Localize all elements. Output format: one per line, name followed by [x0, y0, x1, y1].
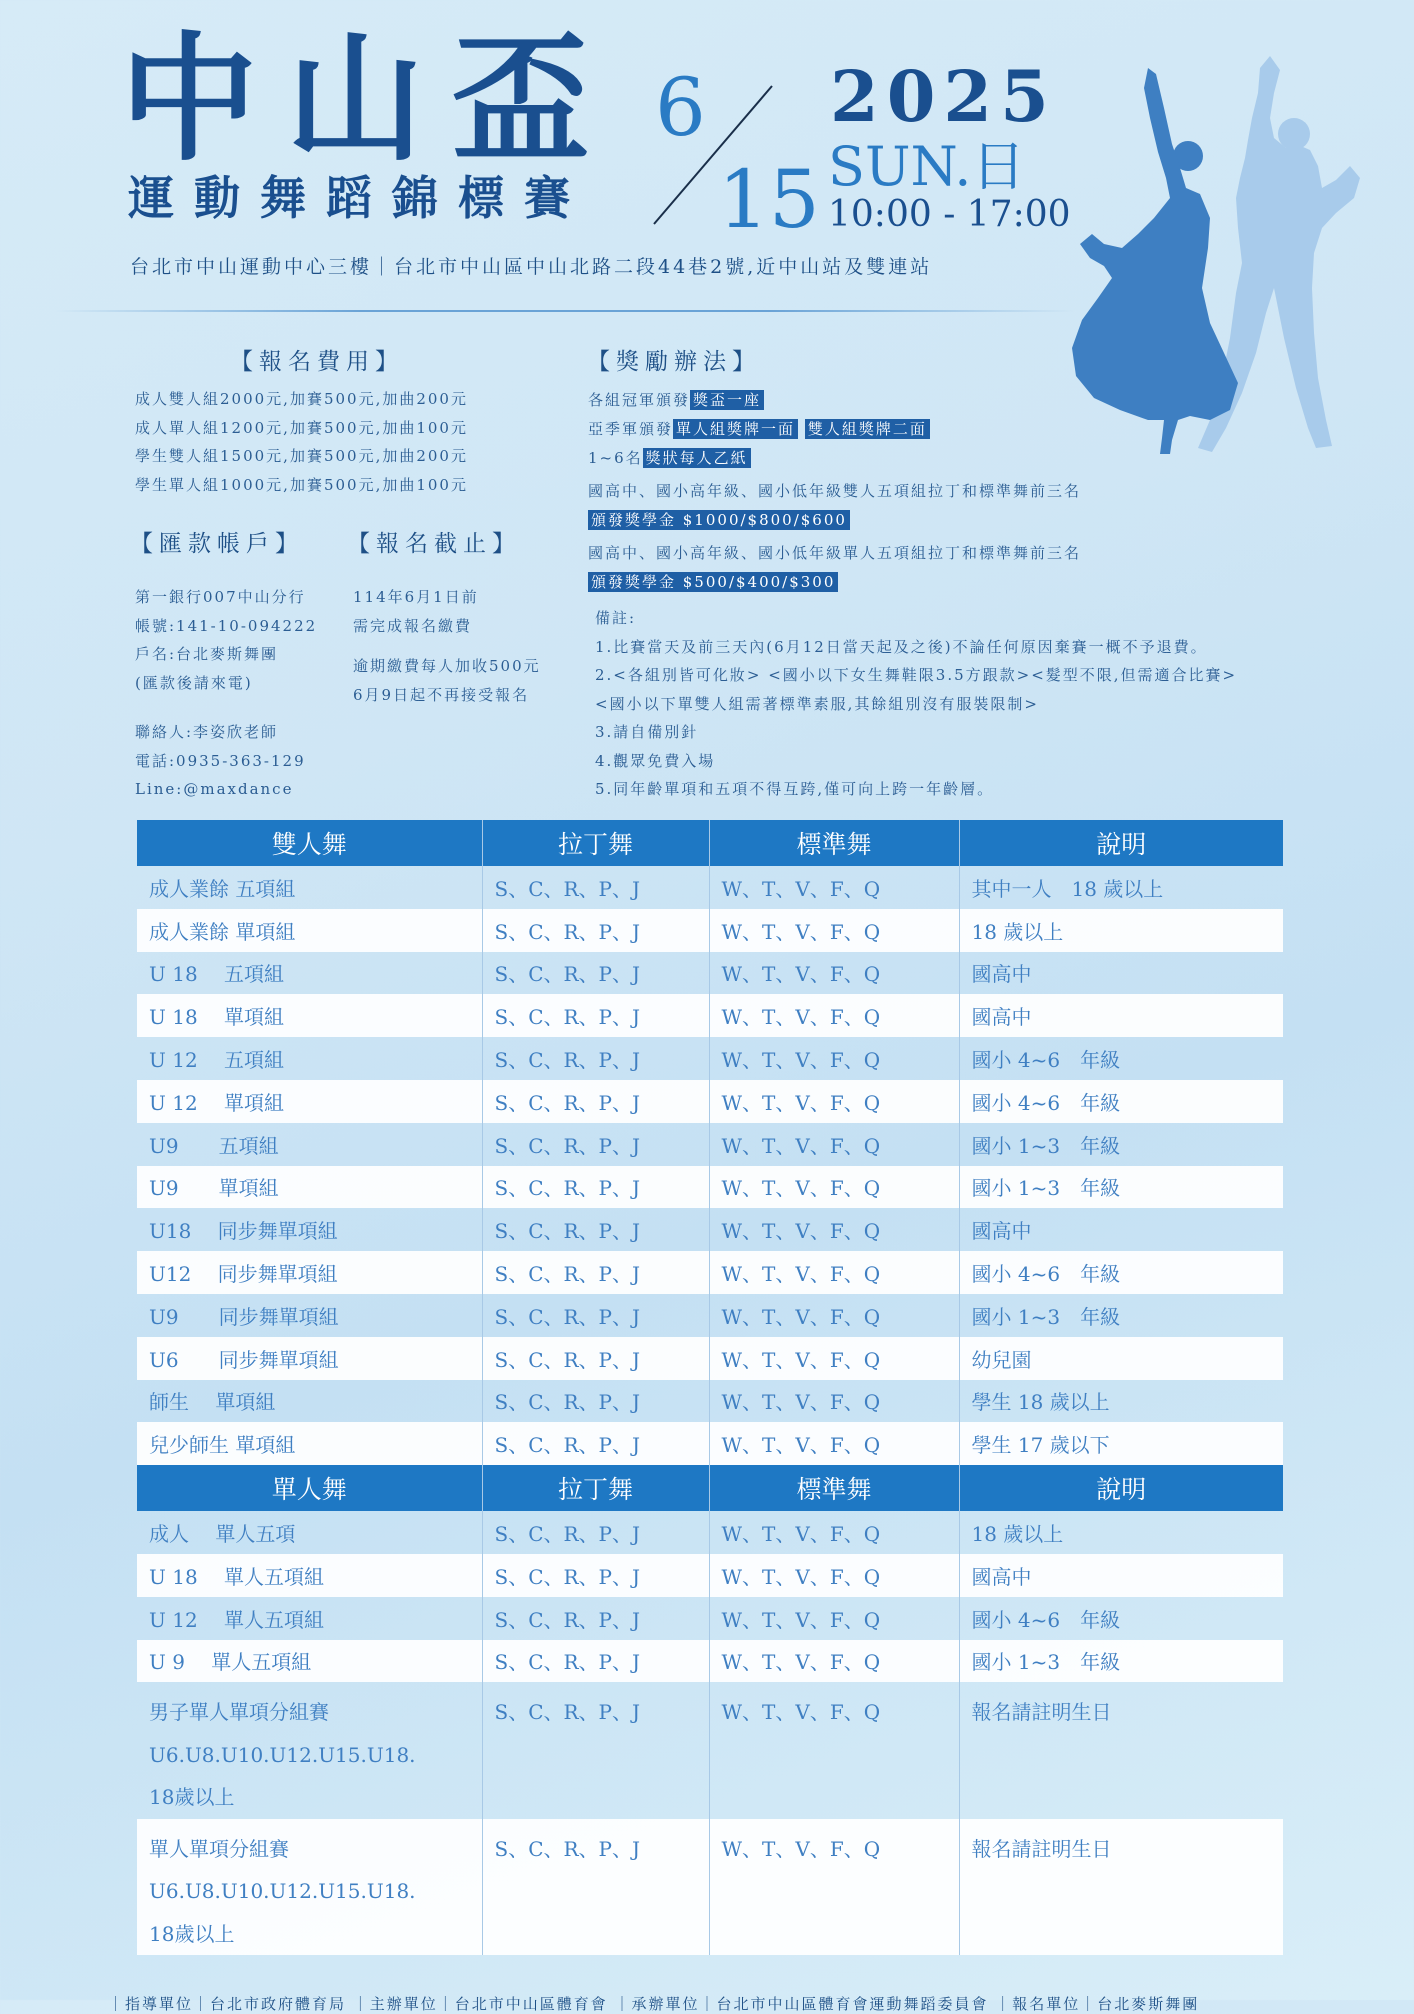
table-header-cell: 標準舞	[709, 820, 959, 866]
deadline-line: 114年6月1日前	[353, 588, 479, 606]
table-row	[137, 1166, 1283, 1209]
deadline-line: 逾期繳費每人加收500元	[353, 657, 541, 675]
table-row	[137, 1123, 1283, 1166]
table-cell: W、T、V、F、Q	[709, 1166, 959, 1209]
table-cell: 成人 單人五項	[149, 1522, 296, 1547]
table-cell: W、T、V、F、Q	[709, 952, 959, 995]
contact-person: 聯絡人:李姿欣老師	[135, 723, 279, 741]
table-cell: S、C、R、P、J	[482, 1251, 709, 1294]
table-cell: 18 歲以上	[959, 1511, 1283, 1554]
table-cell: 國小 4~6 年級	[959, 1251, 1283, 1294]
event-subtitle: 運動舞蹈錦標賽	[128, 171, 590, 225]
table-cell: W、T、V、F、Q	[709, 1123, 959, 1166]
table-cell: S、C、R、P、J	[482, 1294, 709, 1337]
table-cell: U 18 單項組	[137, 994, 482, 1037]
table-cell: W、T、V、F、Q	[709, 1511, 959, 1554]
table-header-cell: 單人舞	[137, 1465, 482, 1511]
table-cell: U9 單項組	[137, 1166, 482, 1209]
fee-line: 成人雙人組2000元,加賽500元,加曲200元	[135, 390, 468, 408]
note-line: 1.比賽當天及前三天內(6月12日當天起及之後)不論任何原因棄賽一概不予退費。	[595, 637, 1208, 656]
table-cell: W、T、V、F、Q	[709, 909, 959, 952]
event-time: 10:00 - 17:00	[828, 194, 1071, 235]
table-cell: 師生 單項組	[149, 1390, 276, 1415]
table-cell: W、T、V、F、Q	[709, 1640, 959, 1683]
award-line: 國高中、國小高年級、國小低年級雙人五項組拉丁和標準舞前三名	[588, 482, 1082, 500]
table-header-cell: 標準舞	[709, 1465, 959, 1511]
table-cell: W、T、V、F、Q	[709, 1819, 959, 1956]
table-cell: W、T、V、F、Q	[709, 994, 959, 1037]
date-day: 15	[718, 153, 820, 246]
table-row	[137, 994, 1283, 1037]
table-cell: S、C、R、P、J	[482, 1819, 709, 1956]
table-header-cell: 拉丁舞	[482, 820, 709, 866]
table-cell: W、T、V、F、Q	[709, 1682, 959, 1819]
award-line	[588, 568, 1081, 597]
table-cell: 學生 18 歲以上	[959, 1380, 1283, 1423]
table-header-cell: 拉丁舞	[482, 1465, 709, 1511]
table-cell: S、C、R、P、J	[482, 952, 709, 995]
award-line	[588, 386, 1081, 415]
category-line: 18歲以上	[149, 1921, 235, 1946]
table-cell: S、C、R、P、J	[482, 866, 709, 909]
table-cell: S、C、R、P、J	[482, 909, 709, 952]
note-line: 4.觀眾免費入場	[595, 751, 716, 770]
contact-info	[135, 718, 306, 804]
date-weekday: SUN.日	[828, 135, 1026, 198]
table-cell: U 12 單人五項組	[149, 1607, 325, 1632]
account-title: 【匯款帳戶】	[130, 531, 304, 557]
notes-title: 備註:	[595, 609, 637, 627]
table-cell: 報名請註明生日	[959, 1682, 1283, 1819]
table-cell: U 18 單人五項組	[137, 1554, 482, 1597]
table-cell: S、C、R、P、J	[482, 1554, 709, 1597]
fees-list	[135, 385, 468, 499]
award-text: 亞季軍頒發	[588, 420, 674, 438]
table-cell: W、T、V、F、Q	[709, 1422, 959, 1465]
fees-title: 【報名費用】	[230, 349, 404, 375]
table-cell	[137, 1819, 482, 1956]
category-line: U6.U8.U10.U12.U15.U18.	[149, 1742, 416, 1767]
awards-list	[588, 386, 1081, 597]
table-header-row	[137, 1465, 1283, 1511]
scholarship-highlight: 頒發獎學金 $500/$400/$300	[588, 572, 838, 592]
fee-line: 成人單人組1200元,加賽500元,加曲100元	[135, 418, 468, 437]
table-cell: 國小 1~3 年級	[959, 1166, 1283, 1209]
award-highlight: 獎狀每人乙紙	[643, 448, 751, 468]
table-cell: S、C、R、P、J	[482, 1380, 709, 1423]
table-row	[137, 1251, 1283, 1294]
table-cell: 報名請註明生日	[959, 1819, 1283, 1956]
table-cell: 學生 17 歲以下	[959, 1422, 1283, 1465]
table-header-cell: 雙人舞	[137, 820, 482, 866]
table-cell: U6 同步舞單項組	[137, 1337, 482, 1380]
note-line: <國小以下單雙人組需著標準素服,其餘組別沒有服裝限制>	[595, 694, 1039, 713]
category-line: U6.U8.U10.U12.U15.U18.	[149, 1879, 416, 1904]
table-cell: W、T、V、F、Q	[709, 866, 959, 909]
table-header-cell: 說明	[959, 820, 1283, 866]
table-row	[137, 909, 1283, 952]
date-month: 6	[655, 61, 706, 154]
account-line: (匯款後請來電)	[135, 673, 253, 692]
table-cell: W、T、V、F、Q	[709, 1554, 959, 1597]
table-cell: 國小 1~3 年級	[959, 1640, 1283, 1683]
table-row	[137, 1208, 1283, 1251]
contact-phone: 電話:0935-363-129	[135, 751, 306, 770]
table-row	[137, 1682, 1283, 1819]
award-line	[588, 444, 1081, 473]
table-row	[137, 866, 1283, 909]
table-cell: 國小 1~3 年級	[959, 1123, 1283, 1166]
table-cell: W、T、V、F、Q	[709, 1294, 959, 1337]
table-cell: 國高中	[959, 1208, 1283, 1251]
table-cell: U 12 單項組	[137, 1080, 482, 1123]
fee-line: 學生雙人組1500元,加賽500元,加曲200元	[135, 447, 468, 465]
deadline-info	[353, 583, 541, 709]
table-cell: 成人業餘 五項組	[149, 876, 296, 901]
table-cell: W、T、V、F、Q	[709, 1080, 959, 1123]
dancers-silhouette-icon	[1060, 48, 1380, 468]
footer-organizers: ｜指導單位｜台北市政府體育局 ｜主辦單位｜台北市中山區體育會 ｜承辦單位｜台北市中山區體育會運動舞蹈委員會 ｜報名單位｜台北麥斯舞團	[108, 1995, 1200, 2013]
table-cell: 幼兒園	[959, 1337, 1283, 1380]
deadline-line	[353, 640, 541, 652]
table-cell: 國小 4~6 年級	[959, 1597, 1283, 1640]
award-text: 1~6名	[588, 449, 643, 467]
table-cell: S、C、R、P、J	[482, 1080, 709, 1123]
table-cell: 國小 4~6 年級	[959, 1080, 1283, 1123]
table-row	[137, 1294, 1283, 1337]
table-row	[137, 1037, 1283, 1080]
table-cell: S、C、R、P、J	[482, 1037, 709, 1080]
account-line: 戶名:台北麥斯舞團	[135, 645, 279, 663]
account-info	[135, 583, 317, 697]
table-cell: W、T、V、F、Q	[709, 1037, 959, 1080]
event-title: 中山盃	[120, 17, 619, 180]
deadline-line: 6月9日起不再接受報名	[353, 685, 530, 704]
table-cell: 國小 1~3 年級	[959, 1294, 1283, 1337]
award-line: 國高中、國小高年級、國小低年級單人五項組拉丁和標準舞前三名	[588, 544, 1082, 562]
table-cell: S、C、R、P、J	[482, 1123, 709, 1166]
account-line: 第一銀行007中山分行	[135, 588, 306, 606]
table-cell	[137, 1682, 482, 1819]
category-line: 單人單項分組賽	[149, 1836, 289, 1861]
table-cell: 國小 4~6 年級	[959, 1037, 1283, 1080]
deadline-line: 需完成報名繳費	[353, 616, 473, 635]
table-cell: S、C、R、P、J	[482, 1166, 709, 1209]
table-cell: U18 同步舞單項組	[149, 1219, 338, 1244]
category-line: 18歲以上	[149, 1785, 235, 1810]
table-cell: 國高中	[959, 1554, 1283, 1597]
table-row	[137, 1597, 1283, 1640]
table-cell: 兒少師生 單項組	[137, 1422, 482, 1465]
contact-line-id: Line:@maxdance	[135, 780, 294, 798]
scholarship-highlight: 頒發獎學金 $1000/$800/$600	[588, 510, 850, 530]
table-row	[137, 1337, 1283, 1380]
schedule-table	[137, 820, 1283, 1955]
table-cell: U12 同步舞單項組	[137, 1251, 482, 1294]
table-cell: W、T、V、F、Q	[709, 1380, 959, 1423]
table-cell: W、T、V、F、Q	[709, 1597, 959, 1640]
note-line: 5.同年齡單項和五項不得互跨,僅可向上跨一年齡層。	[595, 780, 995, 798]
account-line: 帳號:141-10-094222	[135, 616, 318, 635]
table-cell: 其中一人 18 歲以上	[959, 866, 1283, 909]
award-highlight: 雙人組獎牌二面	[805, 419, 930, 439]
table-row	[137, 1511, 1283, 1554]
table-cell: S、C、R、P、J	[482, 1682, 709, 1819]
table-cell: W、T、V、F、Q	[709, 1337, 959, 1380]
table-cell: U9 五項組	[149, 1133, 279, 1158]
table-cell: U 18 五項組	[149, 962, 285, 987]
deadline-title: 【報名截止】	[347, 531, 521, 557]
table-header-cell: 說明	[959, 1465, 1283, 1511]
table-cell: 國高中	[959, 994, 1283, 1037]
award-highlight: 單人組獎牌一面	[673, 419, 798, 439]
table-cell: U9 同步舞單項組	[149, 1304, 339, 1329]
table-row	[137, 1819, 1283, 1956]
table-cell: U 9 單人五項組	[137, 1640, 482, 1683]
table-cell: S、C、R、P、J	[482, 1640, 709, 1683]
table-cell: S、C、R、P、J	[482, 1422, 709, 1465]
table-cell: S、C、R、P、J	[482, 994, 709, 1037]
table-cell: 成人業餘 單項組	[137, 909, 482, 952]
table-cell: W、T、V、F、Q	[709, 1251, 959, 1294]
category-line: 男子單人單項分組賽	[149, 1700, 329, 1725]
table-cell: 18 歲以上	[959, 909, 1283, 952]
awards-title: 【獎勵辦法】	[587, 349, 761, 375]
table-cell: S、C、R、P、J	[482, 1511, 709, 1554]
note-line: 2.<各組別皆可化妝> <國小以下女生舞鞋限3.5方跟款><髮型不限,但需適合比賽>	[595, 666, 1238, 684]
venue-address: 台北市中山運動中心三樓｜台北市中山區中山北路二段44巷2號,近中山站及雙連站	[130, 256, 933, 278]
award-highlight: 獎盃一座	[690, 390, 764, 410]
date-year: 2025	[830, 55, 1057, 138]
header-divider	[55, 310, 1075, 312]
table-cell: W、T、V、F、Q	[709, 1208, 959, 1251]
table-cell: U 12 五項組	[149, 1048, 285, 1073]
note-line: 3.請自備別針	[595, 723, 699, 741]
table-cell: S、C、R、P、J	[482, 1597, 709, 1640]
award-line	[588, 506, 1081, 535]
award-line	[588, 415, 1081, 444]
table-row	[137, 1554, 1283, 1597]
table-row	[137, 1640, 1283, 1683]
award-text: 各組冠軍頒發	[588, 391, 691, 409]
table-row	[137, 1422, 1283, 1465]
fee-line: 學生單人組1000元,加賽500元,加曲100元	[135, 475, 468, 494]
table-row	[137, 1080, 1283, 1123]
notes	[595, 604, 1237, 804]
table-header-row	[137, 820, 1283, 866]
table-row	[137, 952, 1283, 995]
table-cell: S、C、R、P、J	[482, 1337, 709, 1380]
table-cell: 國高中	[959, 952, 1283, 995]
table-row	[137, 1380, 1283, 1423]
table-cell: S、C、R、P、J	[482, 1208, 709, 1251]
